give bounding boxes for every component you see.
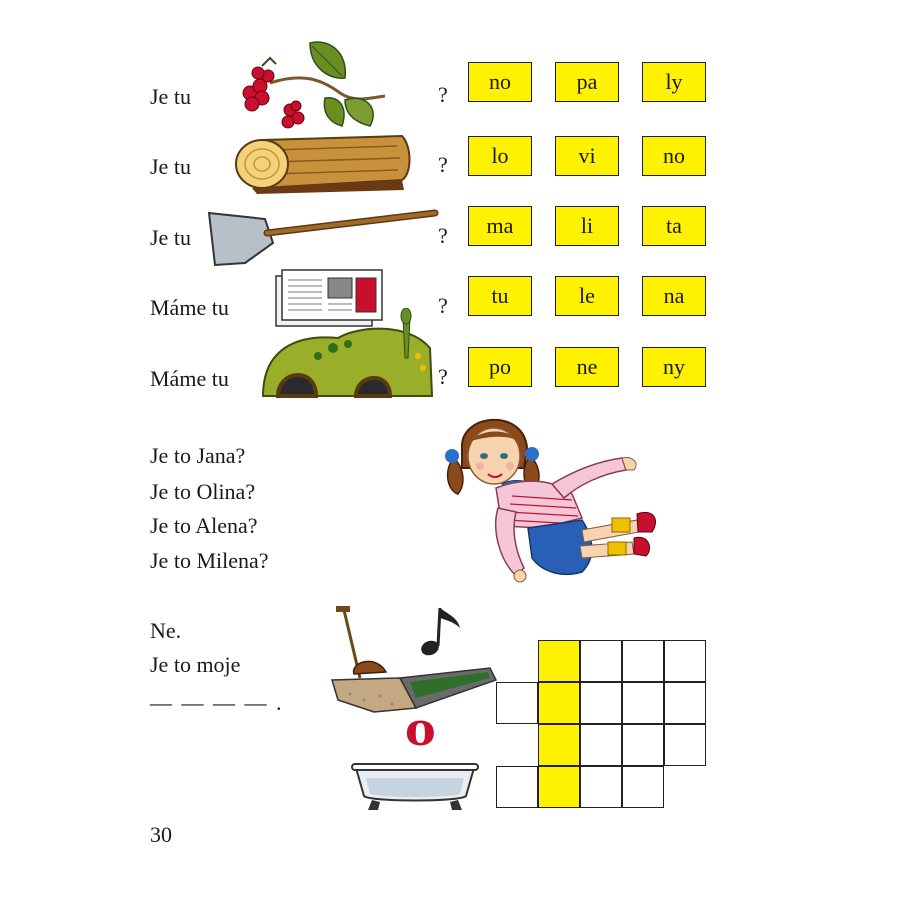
crossword-cell[interactable] [580, 724, 622, 766]
crossword-cell-highlighted[interactable] [538, 682, 580, 724]
question-line: Je to Alena? [150, 513, 258, 538]
page-number: 30 [150, 822, 172, 847]
crossword-cell[interactable] [622, 640, 664, 682]
answer-line-2: Je to moje [150, 652, 241, 677]
crossword-cell-highlighted[interactable] [538, 640, 580, 682]
bathtub-picture [350, 760, 480, 812]
row-2-prompt: Je tu [150, 154, 191, 179]
row-3-prompt: Je tu [150, 225, 191, 250]
question-line: Je to Jana? [150, 443, 246, 468]
syllable-box: no [642, 136, 706, 176]
crossword-cell[interactable] [496, 766, 538, 808]
syllable-box: po [468, 347, 532, 387]
crossword-cell[interactable] [622, 682, 664, 724]
question-line: Je to Olina? [150, 479, 256, 504]
shovel-in-ground-picture [330, 604, 500, 716]
row-1-prompt: Je tu [150, 84, 191, 109]
syllable-box: le [555, 276, 619, 316]
shovel-picture [205, 205, 440, 270]
syllable-box: li [555, 206, 619, 246]
syllable-box: pa [555, 62, 619, 102]
crossword-cell[interactable] [664, 682, 706, 724]
row-5-prompt: Máme tu [150, 366, 229, 391]
row-4-question-mark: ? [438, 293, 448, 318]
log-picture [232, 132, 414, 194]
question-line: Je to Milena? [150, 548, 269, 573]
row-1-question-mark: ? [438, 82, 448, 107]
tunnel-hill-picture [258, 308, 438, 400]
answer-line-1: Ne. [150, 618, 182, 643]
girl-doll-picture [432, 408, 672, 588]
syllable-box: tu [468, 276, 532, 316]
syllable-box: ta [642, 206, 706, 246]
syllable-box: ne [555, 347, 619, 387]
row-5-question-mark: ? [438, 364, 448, 389]
syllable-box: na [642, 276, 706, 316]
crossword-cell-highlighted[interactable] [538, 766, 580, 808]
syllable-box: no [468, 62, 532, 102]
raspberry-branch-picture [230, 38, 390, 133]
crossword-cell[interactable] [580, 766, 622, 808]
crossword-cell[interactable] [664, 724, 706, 766]
crossword-cell[interactable] [496, 682, 538, 724]
syllable-box: ma [468, 206, 532, 246]
crossword-cell-highlighted[interactable] [538, 724, 580, 766]
crossword-cell[interactable] [622, 766, 664, 808]
answer-blanks: — — — — . [150, 690, 284, 715]
rebus-letter: o [405, 702, 436, 756]
syllable-box: vi [555, 136, 619, 176]
row-2-question-mark: ? [438, 152, 448, 177]
row-4-prompt: Máme tu [150, 295, 229, 320]
syllable-box: ly [642, 62, 706, 102]
crossword-cell[interactable] [622, 724, 664, 766]
crossword-cell[interactable] [580, 640, 622, 682]
crossword-cell[interactable] [580, 682, 622, 724]
syllable-box: ny [642, 347, 706, 387]
crossword-cell[interactable] [664, 640, 706, 682]
syllable-box: lo [468, 136, 532, 176]
row-3-question-mark: ? [438, 223, 448, 248]
